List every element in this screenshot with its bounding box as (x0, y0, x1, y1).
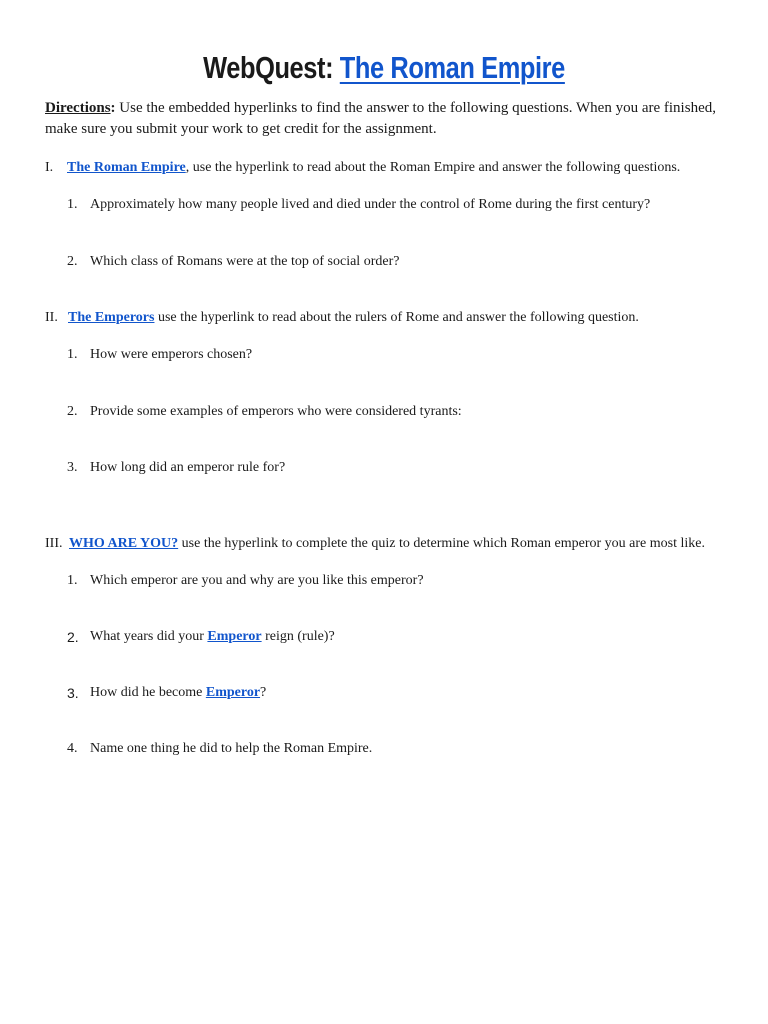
question-text-post: reign (rule)? (261, 629, 335, 644)
question-number: 1. (67, 347, 78, 362)
section-instructions: use the hyperlink to read about the rulers of Rome and answer the following question. (154, 310, 639, 325)
directions-colon: : (110, 100, 116, 116)
question-number: 2. (67, 254, 78, 269)
directions-text: Use the embedded hyperlinks to find the answer to the following questions. When you are finished, make sure you submit your work to get credit for the assignment. (45, 100, 716, 137)
emperor-link[interactable]: Emperor (207, 629, 262, 644)
section-heading (69, 535, 705, 553)
question-text-pre: How did he become (90, 685, 206, 700)
question-number: 4. (67, 741, 78, 756)
question-text: Approximately how many people lived and died under the control of Rome during the first century? (90, 197, 651, 212)
question-text: Which class of Romans were at the top of social order? (90, 254, 400, 269)
roman-empire-link[interactable]: The Roman Empire (67, 160, 186, 175)
question-text: How were emperors chosen? (90, 347, 253, 362)
question-text: Provide some examples of emperors who were considered tyrants: (90, 404, 462, 419)
question-text (90, 628, 335, 646)
question-number: 2. (67, 404, 78, 419)
section-numeral: I. (45, 160, 54, 175)
section-heading (67, 159, 680, 177)
emperor-link[interactable]: Emperor (205, 685, 261, 700)
question-number: 1. (67, 197, 78, 212)
directions-label: Directions (45, 100, 111, 116)
section-heading (68, 309, 639, 327)
title-link[interactable]: The Roman Empire (339, 50, 565, 85)
question-text-pre: What years did your (90, 629, 208, 644)
section-instructions: use the hyperlink to complete the quiz to determine which Roman emperor you are most like. (178, 536, 705, 551)
question-text: How long did an emperor rule for? (90, 460, 286, 475)
directions-paragraph (45, 98, 735, 140)
who-are-you-link[interactable]: WHO ARE YOU? (69, 536, 179, 551)
question-text: Name one thing he did to help the Roman Empire. (90, 741, 373, 756)
question-number: 1. (67, 573, 78, 588)
question-text-post: ? (260, 685, 267, 700)
section-instructions: , use the hyperlink to read about the Roman Empire and answer the following questions. (185, 160, 681, 175)
title-prefix: WebQuest: (203, 50, 340, 85)
page-title (69, 50, 699, 86)
section-numeral: II. (45, 310, 58, 325)
question-number: 3. (67, 685, 79, 701)
emperors-link[interactable]: The Emperors (68, 310, 155, 325)
question-number: 2. (67, 629, 79, 645)
question-text (90, 684, 266, 702)
section-numeral: III. (45, 536, 63, 551)
question-text: Which emperor are you and why are you like this emperor? (90, 573, 424, 588)
question-number: 3. (67, 460, 78, 475)
